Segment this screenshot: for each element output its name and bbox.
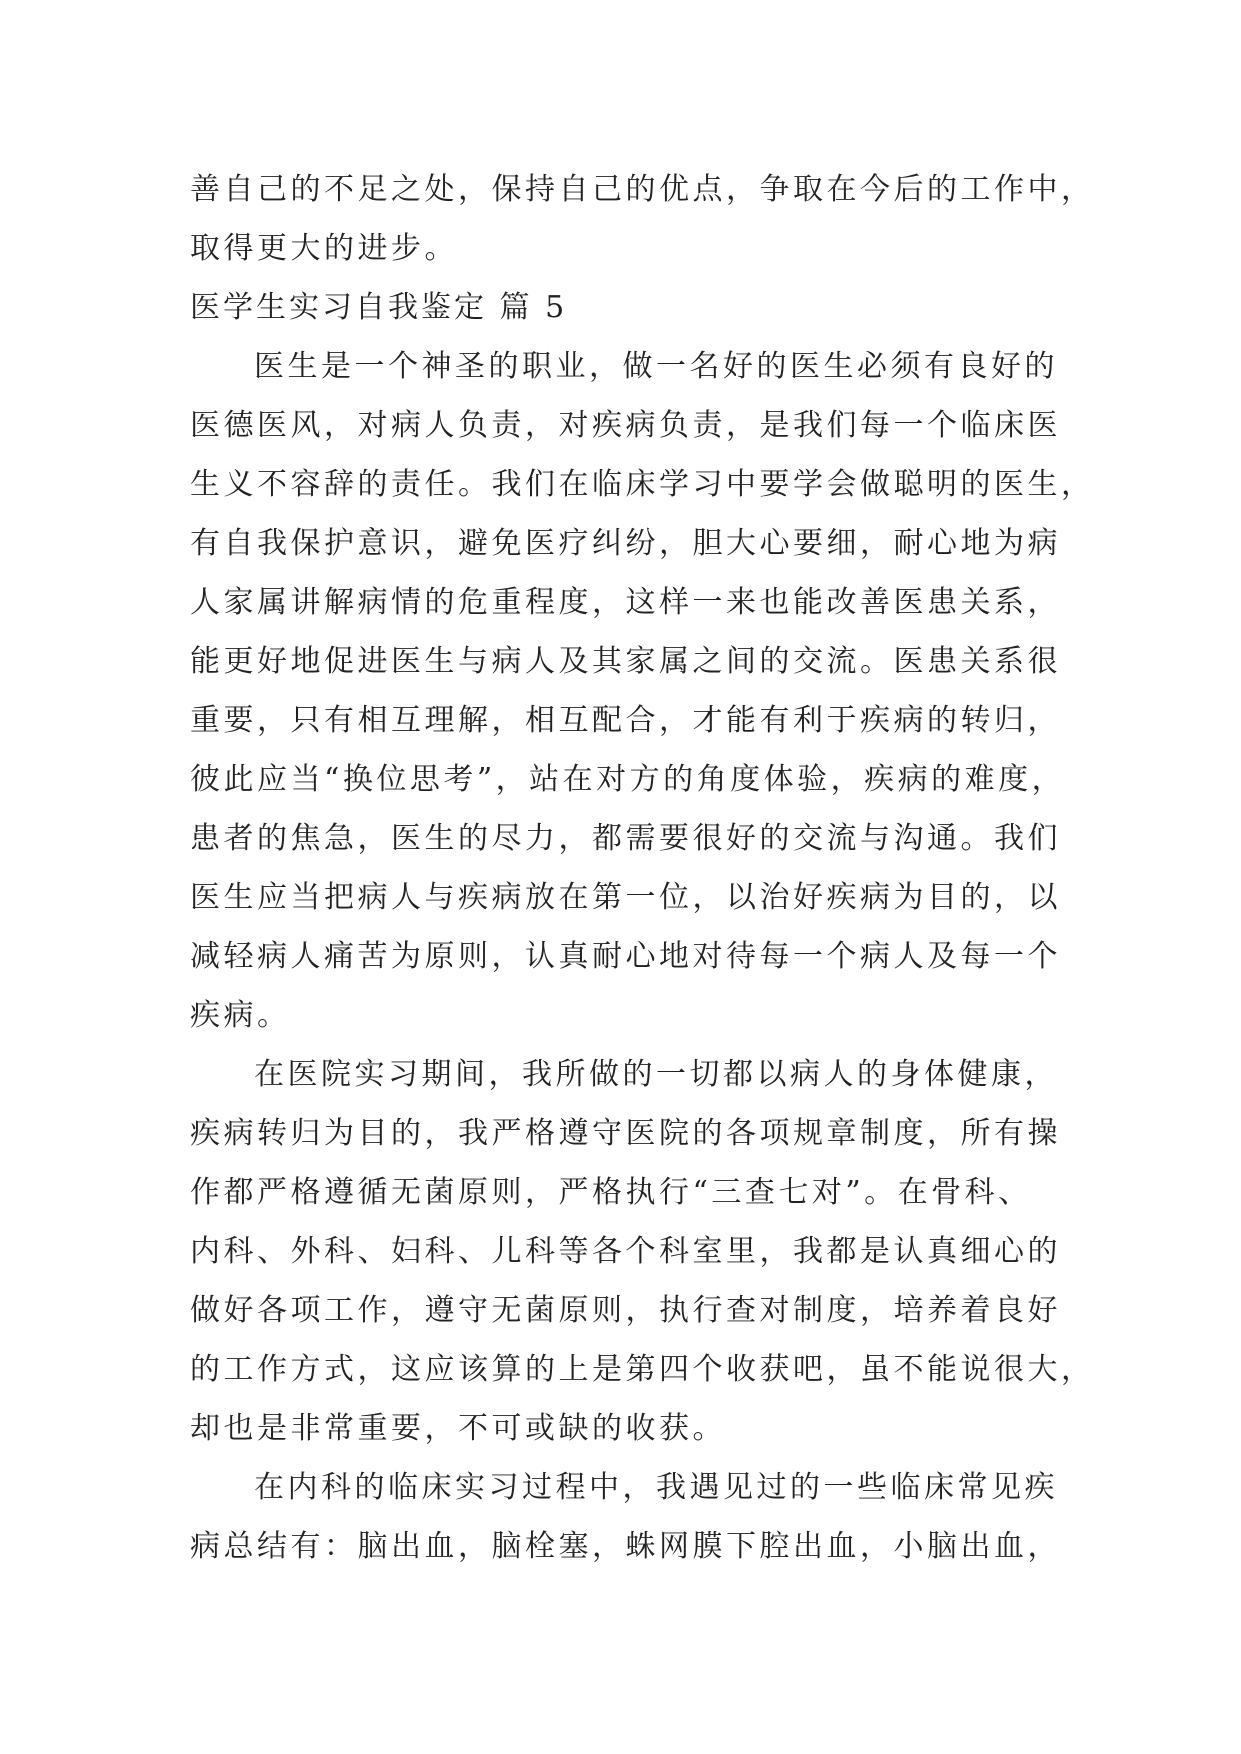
text-line: 患者的焦急，医生的尽力，都需要很好的交流与沟通。我们 (190, 821, 1061, 856)
text-line: 取得更大的进步。 (190, 231, 458, 266)
text-line: 内科、外科、妇科、儿科等各个科室里，我都是认真细心的 (190, 1234, 1061, 1269)
text-line: 减轻病人痛苦为原则，认真耐心地对待每一个病人及每一个 (190, 939, 1061, 974)
text-line: 疾病转归为目的，我严格遵守医院的各项规章制度，所有操 (190, 1116, 1061, 1151)
paragraph-first-line: 在内科的临床实习过程中，我遇见过的一些临床常见疾 (254, 1470, 1058, 1505)
text-line: 疾病。 (190, 998, 291, 1033)
text-line: 的工作方式，这应该算的上是第四个收获吧，虽不能说很大， (190, 1352, 1095, 1387)
text-line: 重要，只有相互理解，相互配合，才能有利于疾病的转归， (190, 703, 1061, 738)
section-heading: 医学生实习自我鉴定 篇 5 (190, 290, 568, 325)
text-line: 做好各项工作，遵守无菌原则，执行查对制度，培养着良好 (190, 1293, 1061, 1328)
text-line: 医生应当把病人与疾病放在第一位，以治好疾病为目的，以 (190, 880, 1061, 915)
text-line: 医德医风，对病人负责，对疾病负责，是我们每一个临床医 (190, 408, 1061, 443)
document-body (190, 160, 1095, 1576)
text-line: 能更好地促进医生与病人及其家属之间的交流。医患关系很 (190, 644, 1061, 679)
text-line: 病总结有：脑出血，脑栓塞，蛛网膜下腔出血，小脑出血， (190, 1529, 1061, 1564)
text-line: 人家属讲解病情的危重程度，这样一来也能改善医患关系， (190, 585, 1061, 620)
text-line: 彼此应当“换位思考”，站在对方的角度体验，疾病的难度， (190, 762, 1066, 797)
text-line: 生义不容辞的责任。我们在临床学习中要学会做聪明的医生， (190, 467, 1095, 502)
text-line: 有自我保护意识，避免医疗纠纷，胆大心要细，耐心地为病 (190, 526, 1061, 561)
paragraph-first-line: 医生是一个神圣的职业，做一名好的医生必须有良好的 (254, 349, 1058, 384)
text-line: 却也是非常重要，不可或缺的收获。 (190, 1411, 726, 1446)
text-line: 作都严格遵循无菌原则，严格执行“三查七对”。在骨科、 (190, 1175, 1032, 1210)
text-line: 善自己的不足之处，保持自己的优点，争取在今后的工作中， (190, 172, 1095, 207)
paragraph-first-line: 在医院实习期间，我所做的一切都以病人的身体健康， (254, 1057, 1058, 1092)
